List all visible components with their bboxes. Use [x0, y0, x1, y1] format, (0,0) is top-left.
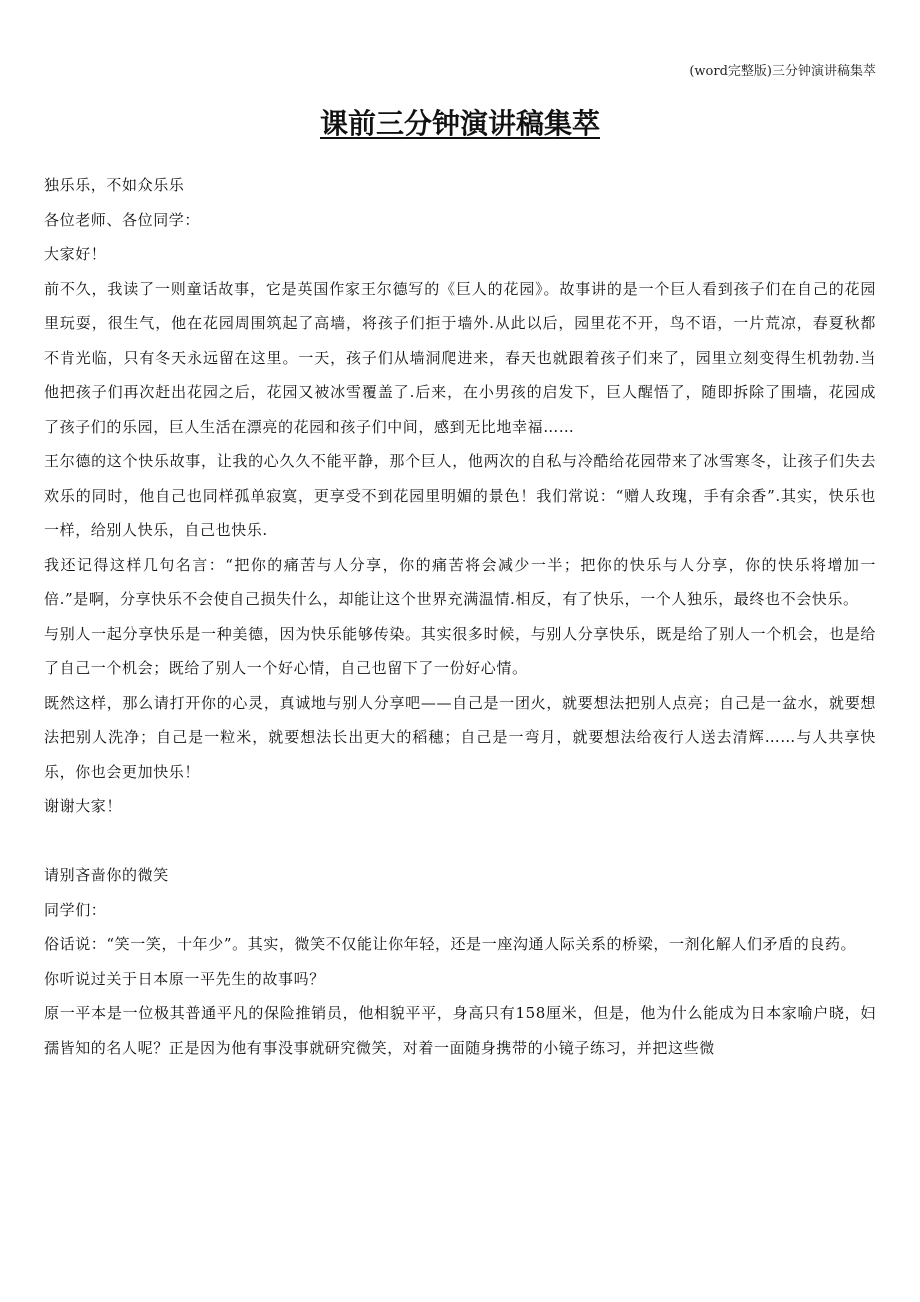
speech-1-paragraph-5: 既然这样，那么请打开你的心灵，真诚地与别人分享吧——自己是一团火，就要想法把别人点亮；自己是一盆水，就要想法把别人洗净；自己是一粒米，就要想法长出更大的稻穗；自己是一弯月，就要想法给夜行人送去清辉……与人共享快乐，你也会更加快乐！	[44, 693, 876, 781]
running-header: (word完整版)三分钟演讲稿集萃	[689, 64, 876, 79]
section-spacer	[44, 824, 876, 859]
speech-2-paragraph-1: 俗话说：“笑一笑，十年少”。其实，微笑不仅能让你年轻，还是一座沟通人际关系的桥梁，一剂化解人们矛盾的良药。	[44, 935, 857, 953]
speech-2-greeting: 同学们：	[44, 900, 107, 919]
speech-1-paragraph-3: 我还记得这样几句名言：“把你的痛苦与人分享，你的痛苦将会减少一半；把你的快乐与人分享，你的快乐将增加一倍.”是啊，分享快乐不会使自己损失什么，却能让这个世界充满温情.相反，有了快乐，一个人独乐，最终也不会快乐。	[44, 555, 876, 608]
speech-1-hello: 大家好！	[44, 245, 107, 263]
speech-1-greeting: 各位老师、各位同学：	[44, 210, 201, 229]
document-body	[44, 168, 876, 1065]
speech-1-title: 独乐乐，不如众乐乐	[44, 176, 185, 194]
speech-1-paragraph-2: 王尔德的这个快乐故事，让我的心久久不能平静，那个巨人，他两次的自私与冷酷给花园带来了冰雪寒冬，让孩子们失去欢乐的同时，他自己也同样孤单寂寞，更享受不到花园里明媚的景色！我们常说：“赠人玫瑰，手有余香”.其实，快乐也一样，给别人快乐，自己也快乐.	[44, 452, 876, 539]
speech-1-paragraph-1: 前不久，我读了一则童话故事，它是英国作家王尔德写的《巨人的花园》。故事讲的是一个巨人看到孩子们在自己的花园里玩耍，很生气，他在花园周围筑起了高墙，将孩子们拒于墙外.从此以后，园里花不开，鸟不语，一片荒凉，春夏秋都不肯光临，只有冬天永远留在这里。一天，孩子们从墙洞爬进来，春天也就跟着孩子们来了，园里立刻变得生机勃勃.当他把孩子们再次赶出花园之后，花园又被冰雪覆盖了.后来，在小男孩的启发下，巨人醒悟了，随即拆除了围墙，花园成了孩子们的乐园，巨人生活在漂亮的花园和孩子们中间，感到无比地幸福……	[44, 279, 876, 436]
document-title-text: 课前三分钟演讲稿集萃	[319, 107, 600, 140]
document-title	[0, 104, 920, 144]
speech-1-paragraph-4: 与别人一起分享快乐是一种美德，因为快乐能够传染。其实很多时候，与别人分享快乐，既是给了别人一个机会，也是给了自己一个机会；既给了别人一个好心情，自己也留下了一份好心情。	[44, 624, 876, 677]
speech-2-paragraph-2: 你听说过关于日本原一平先生的故事吗？	[44, 969, 325, 988]
speech-2-title: 请别吝啬你的微笑	[44, 866, 169, 884]
speech-2-paragraph-3: 原一平本是一位极其普通平凡的保险推销员，他相貌平平，身高只有158厘米，但是，他为什么能成为日本家喻户晓，妇孺皆知的名人呢？正是因为他有事没事就研究微笑，对着一面随身携带的小镜子练习，并把这些微	[44, 1004, 876, 1057]
speech-1-closing: 谢谢大家！	[44, 797, 123, 815]
